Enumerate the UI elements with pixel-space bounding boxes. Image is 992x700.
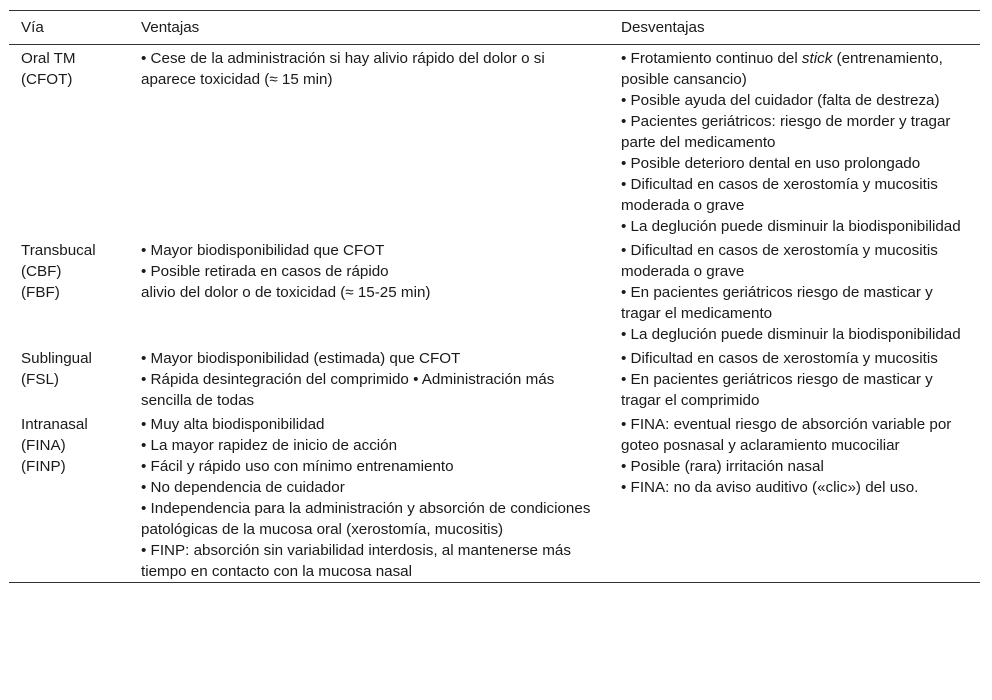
via-abbrev: (FBF) [21, 284, 60, 301]
cell-ventajas [129, 45, 609, 238]
ventaja-item: • Mayor biodisponibilidad (estimada) que CFOT [141, 350, 461, 367]
ventaja-item: • Posible retirada en casos de rápido [141, 263, 389, 280]
cell-via [9, 237, 129, 345]
ventaja-item: alivio del dolor o de toxicidad (≈ 15-25 min) [141, 284, 431, 301]
desventaja-item: • Pacientes geriátricos: riesgo de morder y tragar parte del medicamento [621, 113, 951, 151]
desventaja-item: • Dificultad en casos de xerostomía y mucositis [621, 350, 938, 367]
table-body [9, 45, 980, 583]
header-via: Vía [21, 19, 44, 36]
desventaja-item: • FINA: eventual riesgo de absorción variable por goteo posnasal y aclaramiento mucociliar [621, 416, 952, 454]
cell-via [9, 45, 129, 238]
desventaja-item: • Posible deterioro dental en uso prolongado [621, 155, 921, 172]
comparison-table [9, 10, 980, 583]
table-header [9, 11, 980, 45]
via-label: Intranasal [21, 416, 88, 433]
cell-desventajas [609, 345, 980, 411]
cell-via [9, 345, 129, 411]
ventaja-item: • No dependencia de cuidador [141, 479, 345, 496]
desventaja-item: • Frotamiento continuo del stick (entrenamiento, posible cansancio) [621, 50, 943, 88]
desventaja-item: • Posible ayuda del cuidador (falta de destreza) [621, 92, 940, 109]
ventaja-item: • La mayor rapidez de inicio de acción [141, 437, 398, 454]
desventaja-item: • La deglución puede disminuir la biodisponibilidad [621, 326, 961, 343]
via-abbrev: (CBF) [21, 263, 62, 280]
cell-via [9, 411, 129, 583]
cell-desventajas [609, 45, 980, 238]
ventaja-item: • Independencia para la administración y absorción de condiciones patológicas de la mucosa oral (xerostomía, mucositis) [141, 500, 591, 538]
via-abbrev: (CFOT) [21, 71, 73, 88]
via-abbrev: (FSL) [21, 371, 59, 388]
desventaja-item: • FINA: no da aviso auditivo («clic») del uso. [621, 479, 919, 496]
cell-ventajas [129, 411, 609, 583]
cell-ventajas [129, 237, 609, 345]
header-desventajas: Desventajas [621, 19, 705, 36]
via-abbrev: (FINA) [21, 437, 66, 454]
ventaja-item: • Mayor biodisponibilidad que CFOT [141, 242, 385, 259]
via-label: Oral TM [21, 50, 76, 67]
table-row [9, 345, 980, 411]
ventaja-item: • Rápida desintegración del comprimido • Administración más sencilla de todas [141, 371, 555, 409]
emphasis-text: stick [801, 50, 833, 67]
header-row [9, 11, 980, 45]
cell-ventajas [129, 345, 609, 411]
cell-desventajas [609, 237, 980, 345]
via-abbrev: (FINP) [21, 458, 66, 475]
ventaja-item: • Fácil y rápido uso con mínimo entrenamiento [141, 458, 454, 475]
ventaja-item: • Muy alta biodisponibilidad [141, 416, 325, 433]
desventaja-item: • La deglución puede disminuir la biodisponibilidad [621, 218, 961, 235]
desventaja-item: • En pacientes geriátricos riesgo de masticar y tragar el medicamento [621, 284, 933, 322]
ventaja-item: • Cese de la administración si hay alivio rápido del dolor o si aparece toxicidad (≈ 15 min) [141, 50, 545, 88]
desventaja-item: • En pacientes geriátricos riesgo de masticar y tragar el comprimido [621, 371, 933, 409]
ventaja-item: • FINP: absorción sin variabilidad interdosis, al mantenerse más tiempo en contacto con la mucosa nasal [141, 542, 571, 580]
cell-desventajas [609, 411, 980, 583]
desventaja-item: • Dificultad en casos de xerostomía y mucositis moderada o grave [621, 176, 938, 214]
table-row [9, 411, 980, 583]
table-row [9, 45, 980, 238]
desventaja-item: • Dificultad en casos de xerostomía y mucositis moderada o grave [621, 242, 938, 280]
via-label: Sublingual [21, 350, 92, 367]
header-ventajas: Ventajas [141, 19, 200, 36]
via-label: Transbucal [21, 242, 96, 259]
desventaja-item: • Posible (rara) irritación nasal [621, 458, 824, 475]
table-row [9, 237, 980, 345]
